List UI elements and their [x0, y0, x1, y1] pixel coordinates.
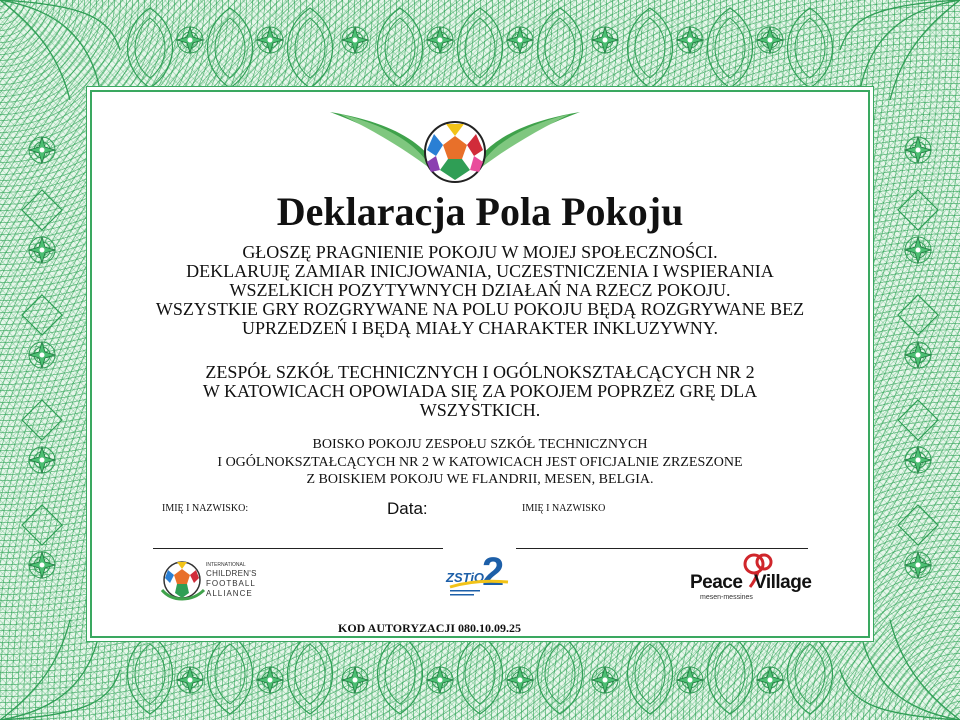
- right-signature-label: IMIĘ I NAZWISKO: [522, 503, 606, 514]
- right-signature-line[interactable]: [516, 548, 808, 549]
- date-label: Data:: [387, 499, 428, 518]
- zstio-number: 2: [482, 550, 505, 594]
- school-statement-text: [110, 363, 850, 420]
- icfa-text: ALLIANCE: [206, 589, 253, 598]
- zstio-name: ZSTiO: [446, 570, 485, 585]
- zstio-swoosh-icon: [446, 556, 516, 598]
- declaration-line: DEKLARUJĘ ZAMIAR INICJOWANIA, UCZESTNICZENIA I WSPIERANIA: [186, 261, 774, 281]
- peace-village-subtitle: mesen-messines: [700, 594, 753, 601]
- certificate-title: Deklaracja Pola Pokoju: [276, 189, 684, 234]
- icfa-text: CHILDREN'S: [206, 569, 257, 578]
- declaration-line: UPRZEDZEŃ I BĘDĄ MIAŁY CHARAKTER INKLUZYWNY.: [242, 318, 718, 338]
- icfa-logo: [160, 556, 260, 606]
- peace-village-logo: [690, 552, 820, 608]
- affiliation-line: Z BOISKIEM POKOJU WE FLANDRII, MESEN, BELGIA.: [306, 472, 654, 487]
- declaration-line: GŁOSZĘ PRAGNIENIE POKOJU W MOJEJ SPOŁECZNOŚCI.: [242, 242, 718, 262]
- peace-village-word-2: Village: [754, 572, 812, 593]
- statement-line: ZESPÓŁ SZKÓŁ TECHNICZNYCH I OGÓLNOKSZTAŁCĄCYCH NR 2: [205, 362, 755, 382]
- declaration-line: WSZELKICH POZYTYWNYCH DZIAŁAŃ NA RZECZ POKOJU.: [229, 280, 731, 300]
- left-signature-line[interactable]: [153, 548, 443, 549]
- affiliation-line: I OGÓLNOKSZTAŁCĄCYCH NR 2 W KATOWICACH JEST OFICJALNIE ZRZESZONE: [217, 454, 743, 470]
- icfa-text: INTERNATIONAL: [206, 562, 246, 568]
- icfa-text: FOOTBALL: [206, 579, 256, 588]
- statement-line: WSZYSTKICH.: [419, 400, 541, 420]
- affiliation-line: BOISKO POKOJU ZESPOŁU SZKÓŁ TECHNICZNYCH: [312, 437, 648, 452]
- declaration-text: [110, 243, 850, 338]
- peace-village-word-1: Peace: [690, 572, 743, 593]
- football-field-logo-icon: [330, 112, 580, 188]
- zstio-logo: [446, 550, 516, 598]
- left-signature-label: IMIĘ I NAZWISKO:: [162, 503, 249, 514]
- football-icon: [160, 556, 206, 606]
- declaration-line: WSZYSTKIE GRY ROZGRYWANE NA POLU POKOJU BĘDĄ ROZGRYWANE BEZ: [155, 299, 805, 319]
- affiliation-text: [110, 436, 850, 489]
- statement-line: W KATOWICACH OPOWIADA SIĘ ZA POKOJEM POPRZEZ GRĘ DLA: [202, 381, 758, 401]
- authorization-code: KOD AUTORYZACJI 080.10.09.25: [338, 621, 522, 635]
